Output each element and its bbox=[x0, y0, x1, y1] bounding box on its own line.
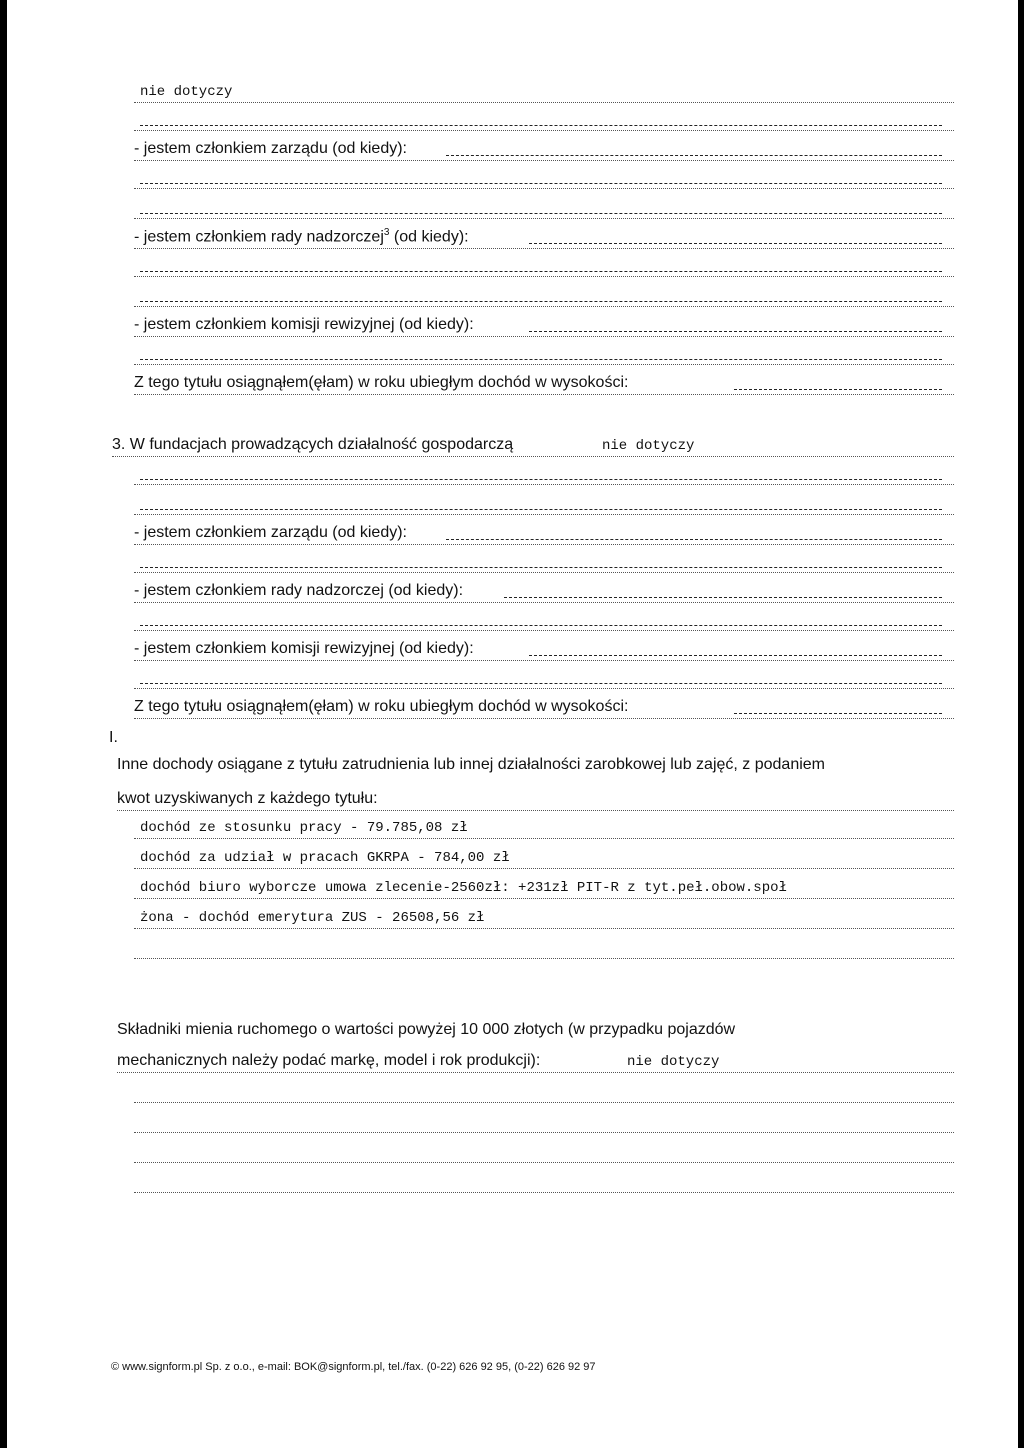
income-row[interactable] bbox=[134, 696, 954, 719]
dashed-line[interactable] bbox=[134, 462, 954, 485]
komisja-row[interactable] bbox=[134, 638, 954, 661]
income-entry-text: dochód biuro wyborcze umowa zlecenie-2560zł: +231zł PIT-R z tyt.peł.obow.społ bbox=[140, 880, 787, 896]
dashed-line[interactable] bbox=[134, 608, 954, 631]
blank-line[interactable] bbox=[134, 936, 954, 959]
dashed-line[interactable] bbox=[134, 108, 954, 131]
fill-line[interactable] bbox=[134, 80, 954, 103]
komisja-label: - jestem członkiem komisji rewizyjnej (od kiedy): bbox=[134, 640, 474, 657]
fill-text: nie dotyczy bbox=[602, 438, 695, 454]
income-entry[interactable] bbox=[134, 906, 954, 929]
fill-text: nie dotyczy bbox=[627, 1054, 720, 1070]
zarzad-row[interactable] bbox=[134, 138, 954, 161]
dash-fill bbox=[446, 539, 942, 540]
rada-row[interactable] bbox=[134, 226, 954, 249]
section-marker: I. bbox=[109, 729, 118, 746]
dashed-line[interactable] bbox=[134, 254, 954, 277]
movable-text-line1: Składniki mienia ruchomego o wartości powyżej 10 000 złotych (w przypadku pojazdów bbox=[117, 1021, 736, 1038]
dash-fill bbox=[446, 155, 942, 156]
footnote-marker: 3 bbox=[383, 226, 390, 238]
dash-fill bbox=[140, 509, 942, 510]
dashed-line[interactable] bbox=[134, 284, 954, 307]
zarzad-label: - jestem członkiem zarządu (od kiedy): bbox=[134, 524, 407, 541]
income-entry[interactable] bbox=[134, 816, 954, 839]
dash-fill bbox=[140, 567, 942, 568]
komisja-row[interactable] bbox=[134, 314, 954, 337]
section3-heading-row[interactable] bbox=[112, 434, 954, 457]
dash-fill bbox=[140, 683, 942, 684]
income-entry[interactable] bbox=[134, 846, 954, 869]
dashed-line[interactable] bbox=[134, 666, 954, 689]
dash-fill bbox=[734, 389, 942, 390]
dashed-line[interactable] bbox=[134, 166, 954, 189]
dash-fill bbox=[140, 479, 942, 480]
komisja-label: - jestem członkiem komisji rewizyjnej (od kiedy): bbox=[134, 316, 474, 333]
income-label: Z tego tytułu osiągnąłem(ęłam) w roku ubiegłym dochód w wysokości: bbox=[134, 698, 629, 715]
blank-line[interactable] bbox=[134, 1110, 954, 1133]
dash-fill bbox=[529, 655, 942, 656]
zarzad-label: - jestem członkiem zarządu (od kiedy): bbox=[134, 140, 407, 157]
rada-row[interactable] bbox=[134, 580, 954, 603]
dashed-line[interactable] bbox=[134, 492, 954, 515]
other-income-row[interactable] bbox=[117, 788, 954, 811]
movable-text-line2: mechanicznych należy podać markę, model i rok produkcji): bbox=[117, 1052, 541, 1069]
blank-line[interactable] bbox=[134, 1080, 954, 1103]
income-label: Z tego tytułu osiągnąłem(ęłam) w roku ubiegłym dochód w wysokości: bbox=[134, 374, 629, 391]
dashed-line[interactable] bbox=[134, 342, 954, 365]
dash-fill bbox=[529, 331, 942, 332]
dash-fill bbox=[140, 183, 942, 184]
dash-fill bbox=[734, 713, 942, 714]
dash-fill bbox=[140, 359, 942, 360]
income-entry-text: dochód ze stosunku pracy - 79.785,08 zł bbox=[140, 820, 468, 836]
blank-line[interactable] bbox=[134, 1170, 954, 1193]
rada-label bbox=[134, 227, 469, 246]
dash-fill bbox=[140, 625, 942, 626]
fill-text: nie dotyczy bbox=[140, 84, 233, 100]
dashed-line[interactable] bbox=[134, 550, 954, 573]
footer-text: © www.signform.pl Sp. z o.o., e-mail: BOK@signform.pl, tel./fax. (0-22) 626 92 95, (0-22) 626 92 97 bbox=[111, 1361, 596, 1373]
dash-fill bbox=[529, 243, 942, 244]
dashed-line[interactable] bbox=[134, 196, 954, 219]
rada-label: - jestem członkiem rady nadzorczej (od kiedy): bbox=[134, 582, 464, 599]
rada-label-tail: (od kiedy): bbox=[393, 228, 469, 245]
dash-fill bbox=[140, 125, 942, 126]
other-income-text-line2: kwot uzyskiwanych z każdego tytułu: bbox=[117, 790, 378, 807]
movable-row[interactable] bbox=[117, 1050, 954, 1073]
rada-label-text: - jestem członkiem rady nadzorczej bbox=[134, 228, 384, 245]
document-page bbox=[7, 0, 1018, 1448]
dash-fill bbox=[504, 597, 942, 598]
income-entry-text: dochód za udział w pracach GKRPA - 784,00 zł bbox=[140, 850, 510, 866]
section3-heading: 3. W fundacjach prowadzących działalność gospodarczą bbox=[112, 436, 514, 453]
income-entry[interactable] bbox=[134, 876, 954, 899]
other-income-text-line1: Inne dochody osiągane z tytułu zatrudnienia lub innej działalności zarobkowej lub zajęć, z podaniem bbox=[117, 756, 825, 773]
zarzad-row[interactable] bbox=[134, 522, 954, 545]
dash-fill bbox=[140, 213, 942, 214]
blank-line[interactable] bbox=[134, 1140, 954, 1163]
income-entry-text: żona - dochód emerytura ZUS - 26508,56 zł bbox=[140, 910, 485, 926]
income-row[interactable] bbox=[134, 372, 954, 395]
dash-fill bbox=[140, 301, 942, 302]
dash-fill bbox=[140, 271, 942, 272]
